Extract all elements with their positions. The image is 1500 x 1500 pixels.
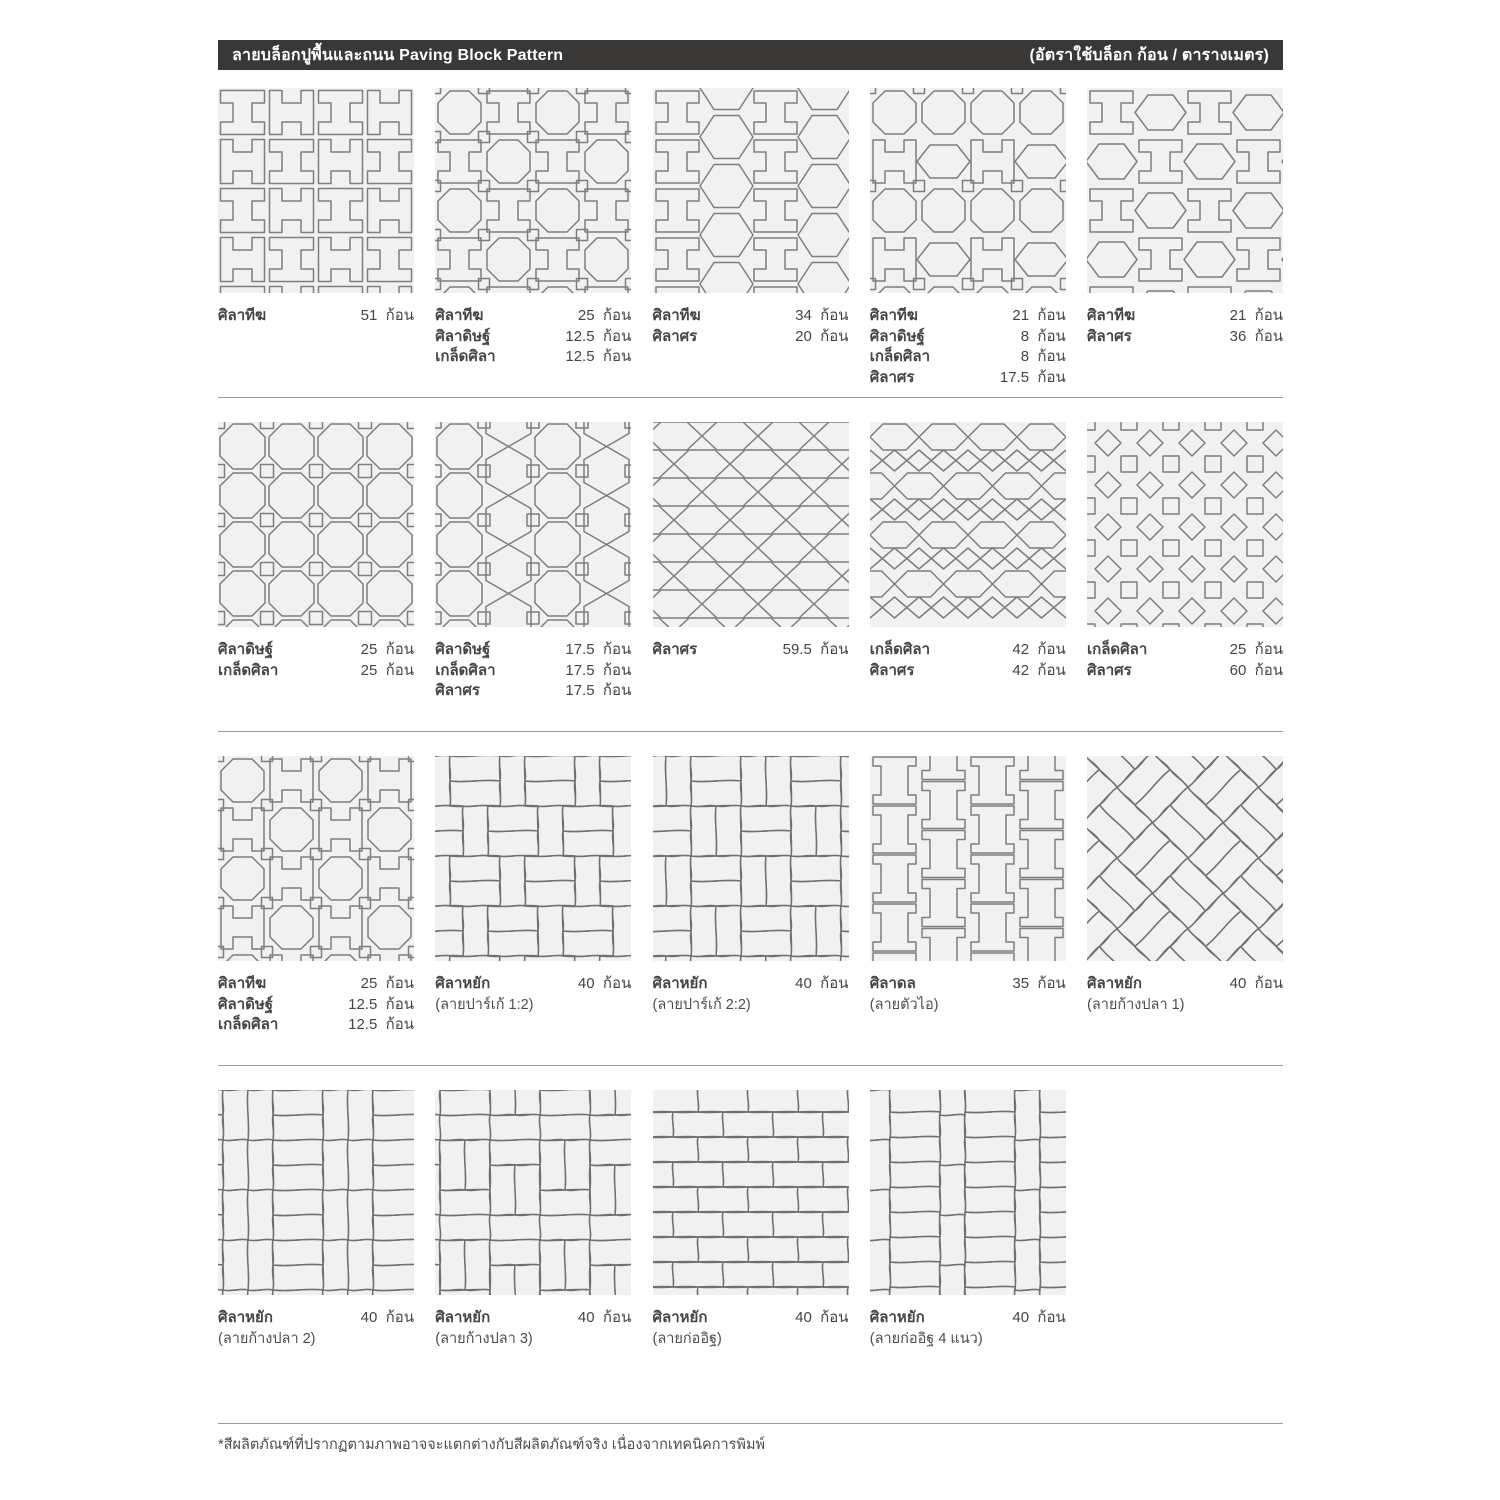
block-quantity: 20 ก้อน: [795, 327, 849, 345]
pattern-subtitle: (ลายก้างปลา 2): [218, 1330, 316, 1347]
block-usage-row: [870, 347, 1066, 368]
block-quantity: 34 ก้อน: [795, 307, 849, 324]
pattern-subtitle: (ลายก้างปลา 3): [435, 1330, 533, 1347]
pattern-labels: [653, 1308, 849, 1399]
pattern-tile: [870, 88, 1066, 397]
block-quantity: 17.5 ก้อน: [565, 641, 632, 658]
block-name: ศิลาทีฆ: [652, 307, 701, 324]
pattern-tile: [435, 88, 631, 397]
pattern-swatch-i-columns: [870, 756, 1066, 961]
footer-note: *สีผลิตภัณฑ์ที่ปรากฏตามภาพอาจจะแตกต่างกับสีผลิตภัณฑ์จริง เนื่องจากเทคนิคการพิมพ์: [218, 1423, 1283, 1456]
pattern-swatch-i-bone-checker: [1087, 88, 1283, 293]
rate-note: (อัตราใช้บล็อก ก้อน / ตารางเมตร): [1029, 46, 1269, 64]
block-usage-row: [218, 1015, 414, 1036]
block-name: ศิลาหยัก: [869, 1309, 925, 1326]
block-usage-row: [870, 1308, 1066, 1329]
block-name: ศิลาทีฆ: [1087, 307, 1136, 324]
pattern-tile: [870, 422, 1066, 731]
block-quantity: 12.5 ก้อน: [565, 327, 632, 345]
pattern-swatch-wavy-herringbone-45: [1087, 756, 1283, 961]
block-usage-row: [435, 1308, 631, 1329]
pattern-tile: [653, 88, 849, 397]
block-usage-row: [435, 661, 631, 682]
block-usage-row: [218, 661, 414, 682]
block-quantity: 42 ก้อน: [1012, 661, 1066, 679]
pattern-swatch-octagon-square-i-h: [218, 756, 414, 961]
block-name: เกล็ดศิลา: [869, 348, 931, 366]
pattern-tile: [1087, 422, 1283, 731]
pattern-swatch-wavy-parquet-22: [653, 756, 849, 961]
pattern-labels: [653, 974, 849, 1065]
block-name: ศิลาหยัก: [1087, 975, 1142, 992]
block-name: เกล็ดศิลา: [1087, 641, 1148, 658]
block-usage-row: [870, 661, 1066, 682]
block-name: ศิลาดิษฐ์: [218, 641, 274, 658]
block-quantity: 59.5 ก้อน: [782, 641, 849, 658]
pattern-tile: [218, 422, 414, 731]
block-usage-row: [218, 995, 414, 1016]
pattern-labels: [435, 640, 631, 731]
block-quantity: 21 ก้อน: [1012, 307, 1066, 324]
block-name: ศิลาดิษฐ์: [869, 327, 925, 345]
block-quantity: 12.5 ก้อน: [565, 348, 632, 366]
block-quantity: 25 ก้อน: [577, 307, 632, 324]
block-name: ศิลาทีฆ: [435, 307, 484, 324]
pattern-tile: [1087, 88, 1283, 397]
block-usage-row: [653, 1308, 849, 1329]
block-usage-row: [435, 640, 631, 661]
pattern-subtitle: (ลายปาร์เก้ 2:2): [652, 996, 751, 1013]
pattern-swatch-i-basket: [218, 88, 414, 293]
pattern-tile: [435, 422, 631, 731]
block-name: ศิลาทีฆ: [218, 975, 267, 992]
pattern-swatch-octagon-bone-mix: [870, 88, 1066, 293]
pattern-subtitle: (ลายก้างปลา 1): [1087, 996, 1185, 1013]
block-usage-row: [870, 327, 1066, 348]
pattern-subtitle: (ลายปาร์เก้ 1:2): [435, 996, 534, 1013]
block-quantity: 17.5 ก้อน: [999, 369, 1066, 387]
pattern-subtitle: (ลายก่ออิฐ): [652, 1330, 722, 1347]
pattern-labels: [870, 640, 1066, 731]
block-usage-row: [1087, 306, 1283, 327]
pattern-labels: [435, 306, 631, 397]
pattern-tile: [218, 88, 414, 397]
block-name: ศิลาทีฆ: [218, 307, 267, 324]
pattern-labels: [870, 974, 1066, 1065]
block-name: ศิลาหยัก: [435, 1309, 491, 1326]
pattern-tile: [435, 756, 631, 1065]
pattern-tile: [218, 756, 414, 1065]
pattern-swatch-wavy-basket: [218, 1090, 414, 1295]
block-usage-row: [435, 681, 631, 702]
pattern-swatch-wavy-bond: [653, 1090, 849, 1295]
block-usage-row: [653, 306, 849, 327]
pattern-tile: [653, 422, 849, 731]
pattern-labels: [218, 640, 414, 731]
pattern-tile: [435, 1090, 631, 1399]
pattern-labels: [218, 306, 414, 397]
pattern-tile: [653, 756, 849, 1065]
block-quantity: 12.5 ก้อน: [348, 995, 414, 1013]
block-quantity: 17.5 ก้อน: [565, 661, 632, 679]
pattern-subtitle: (ลายก่ออิฐ 4 แนว): [869, 1330, 983, 1347]
pattern-labels: [653, 640, 849, 731]
block-quantity: 35 ก้อน: [1012, 975, 1066, 992]
pattern-tile: [1087, 756, 1283, 1065]
pattern-swatch-wavy-bond-4: [870, 1090, 1066, 1295]
block-quantity: 12.5 ก้อน: [348, 1016, 414, 1034]
block-name: ศิลาดิษฐ์: [218, 995, 274, 1013]
pattern-section: [218, 398, 1283, 732]
block-usage-row: [218, 640, 414, 661]
block-quantity: 8 ก้อน: [1020, 327, 1066, 345]
pattern-tile: [870, 756, 1066, 1065]
block-quantity: 8 ก้อน: [1020, 348, 1066, 366]
block-name: เกล็ดศิลา: [869, 641, 931, 658]
empty-tile-slot: [1087, 1090, 1283, 1399]
pattern-labels: [435, 1308, 631, 1399]
block-usage-row: [1087, 327, 1283, 348]
pattern-swatch-wavy-parquet-12: [435, 756, 631, 961]
block-name: เกล็ดศิลา: [218, 661, 279, 679]
catalog-page: [218, 0, 1283, 1456]
block-name: ศิลาศร: [652, 641, 698, 658]
block-usage-row: [870, 640, 1066, 661]
block-usage-row: [1087, 661, 1283, 682]
block-usage-row: [1087, 640, 1283, 661]
block-quantity: 40 ก้อน: [795, 1309, 849, 1326]
pattern-swatch-wavy-stair: [435, 1090, 631, 1295]
block-quantity: 40 ก้อน: [1012, 1309, 1066, 1326]
block-quantity: 40 ก้อน: [795, 975, 849, 992]
block-usage-row: [653, 327, 849, 348]
block-usage-row: [218, 974, 414, 995]
pattern-labels: [1087, 640, 1283, 731]
pattern-section: [218, 70, 1283, 398]
pattern-tile: [870, 1090, 1066, 1399]
pattern-tile: [218, 1090, 414, 1399]
block-quantity: 51 ก้อน: [360, 307, 414, 324]
pattern-subtitle: (ลายตัวไอ): [869, 996, 939, 1013]
block-quantity: 40 ก้อน: [360, 1309, 414, 1326]
block-usage-row: [435, 974, 631, 995]
block-usage-row: [870, 306, 1066, 327]
block-quantity: 25 ก้อน: [1229, 641, 1283, 658]
block-quantity: 25 ก้อน: [360, 975, 414, 992]
block-quantity: 21 ก้อน: [1229, 307, 1283, 324]
pattern-section: [218, 732, 1283, 1066]
block-quantity: 60 ก้อน: [1229, 661, 1283, 679]
block-name: เกล็ดศิลา: [218, 1016, 279, 1034]
pattern-labels: [653, 306, 849, 397]
pattern-labels: [870, 1308, 1066, 1399]
pattern-tile: [653, 1090, 849, 1399]
pattern-section: [218, 1066, 1283, 1399]
pattern-grid-row: [218, 1090, 1283, 1399]
block-quantity: 40 ก้อน: [577, 975, 632, 992]
page-title: ลายบล็อกปูพื้นและถนน Paving Block Pattern: [232, 46, 564, 64]
block-quantity: 25 ก้อน: [360, 641, 414, 658]
block-name: ศิลาดล: [869, 975, 916, 992]
pattern-labels: [218, 974, 414, 1065]
block-name: ศิลาศร: [869, 369, 915, 387]
pattern-labels: [435, 974, 631, 1065]
pattern-labels: [1087, 306, 1283, 397]
pattern-swatch-octagon-square-i-v: [435, 88, 631, 293]
pattern-swatch-hex-diamond: [870, 422, 1066, 627]
page-header: [218, 40, 1283, 70]
block-quantity: 36 ก้อน: [1229, 327, 1283, 345]
pattern-swatch-i-hex-columns: [653, 88, 849, 293]
pattern-swatch-octagon-square: [218, 422, 414, 627]
block-name: ศิลาดิษฐ์: [435, 641, 491, 658]
block-name: ศิลาศร: [652, 327, 698, 345]
block-name: เกล็ดศิลา: [435, 661, 496, 679]
block-usage-row: [218, 1308, 414, 1329]
pattern-grid-row: [218, 88, 1283, 397]
block-usage-row: [435, 327, 631, 348]
block-quantity: 42 ก้อน: [1012, 641, 1066, 658]
pattern-sections: [218, 70, 1283, 1399]
pattern-grid-row: [218, 422, 1283, 731]
block-usage-row: [653, 974, 849, 995]
block-usage-row: [1087, 974, 1283, 995]
block-quantity: 17.5 ก้อน: [565, 682, 632, 700]
block-name: ศิลาหยัก: [218, 1309, 273, 1326]
block-name: ศิลาหยัก: [435, 975, 491, 992]
block-name: ศิลาหยัก: [652, 975, 708, 992]
pattern-labels: [870, 306, 1066, 397]
block-name: ศิลาศร: [1087, 661, 1132, 679]
block-name: ศิลาศร: [869, 661, 915, 679]
block-usage-row: [870, 974, 1066, 995]
block-usage-row: [435, 347, 631, 368]
block-name: เกล็ดศิลา: [435, 348, 496, 366]
pattern-swatch-hexagon: [653, 422, 849, 627]
block-usage-row: [218, 306, 414, 327]
block-name: ศิลาทีฆ: [869, 307, 918, 324]
block-quantity: 25 ก้อน: [360, 661, 414, 679]
block-usage-row: [435, 306, 631, 327]
block-name: ศิลาศร: [1087, 327, 1132, 345]
block-name: ศิลาศร: [435, 682, 480, 700]
pattern-labels: [1087, 974, 1283, 1065]
pattern-grid-row: [218, 756, 1283, 1065]
pattern-swatch-octagon-hex-square: [435, 422, 631, 627]
block-quantity: 40 ก้อน: [577, 1309, 632, 1326]
block-name: ศิลาหยัก: [652, 1309, 708, 1326]
block-usage-row: [870, 368, 1066, 389]
pattern-swatch-square-diamond: [1087, 422, 1283, 627]
block-name: ศิลาดิษฐ์: [435, 327, 491, 345]
block-usage-row: [653, 640, 849, 661]
pattern-labels: [218, 1308, 414, 1399]
block-quantity: 40 ก้อน: [1229, 975, 1283, 992]
